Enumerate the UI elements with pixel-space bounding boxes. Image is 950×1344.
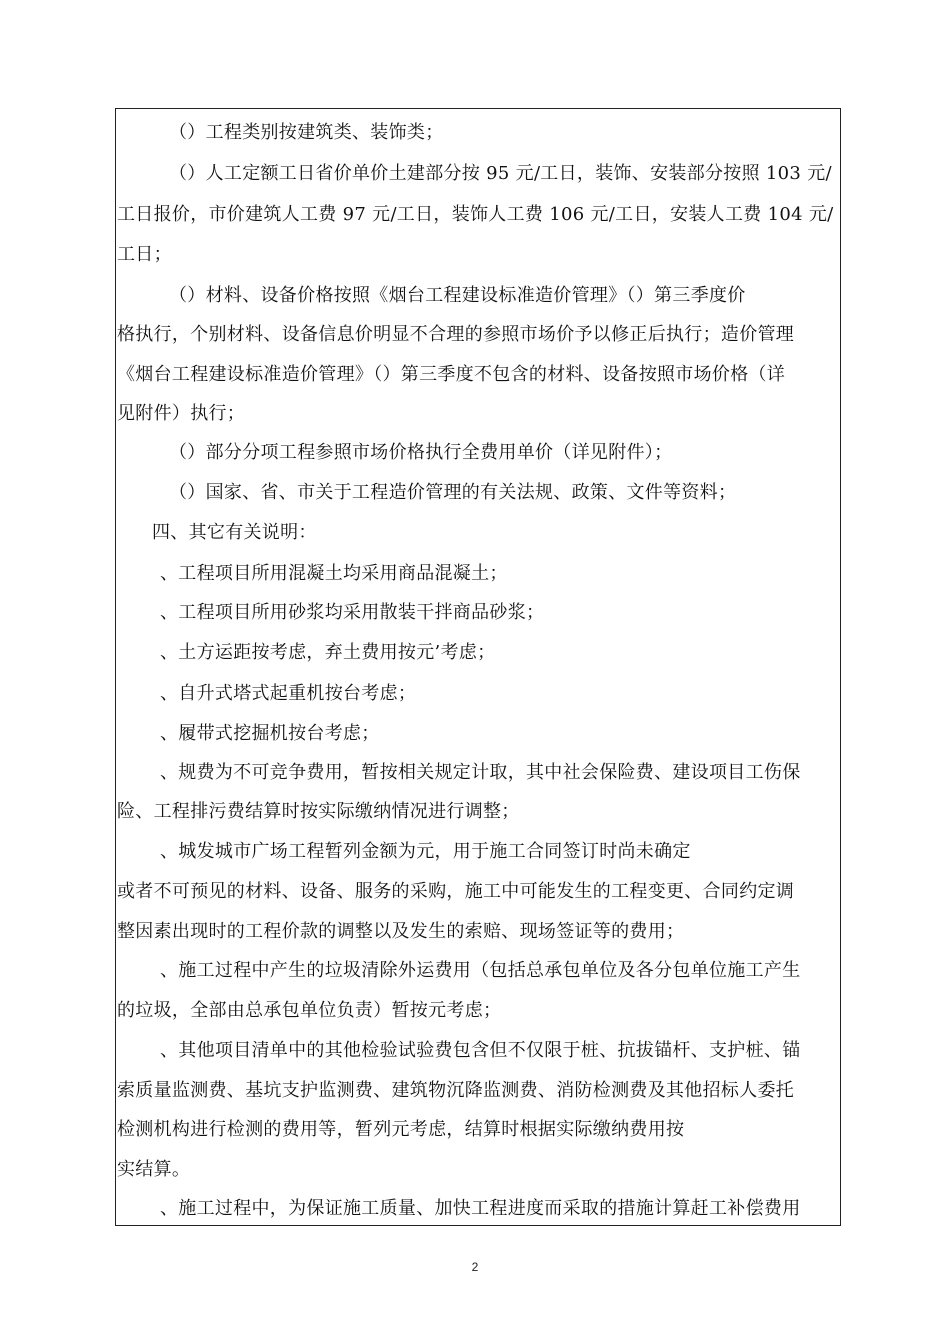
text-line: 工日； bbox=[117, 244, 172, 265]
text-line: 、土方运距按考虑，弃土费用按元’考虑； bbox=[160, 642, 496, 663]
text-line: 工日报价，市价建筑人工费 97 元/工日，装饰人工费 106 元/工日，安装人工费 104 元/ bbox=[117, 204, 834, 225]
text-line: 、工程项目所用混凝土均采用商品混凝土； bbox=[160, 563, 508, 584]
text-line: 、工程项目所用砂浆均采用散装干拌商品砂浆； bbox=[160, 602, 545, 623]
text-line: （）材料、设备价格按照《烟台工程建设标准造价管理》（）第三季度价 bbox=[169, 285, 746, 306]
text-line: （）人工定额工日省价单价土建部分按 95 元/工日，装饰、安装部分按照 103 元/ bbox=[169, 163, 832, 184]
text-line: 或者不可预见的材料、设备、服务的采购，施工中可能发生的工程变更、合同约定调 bbox=[117, 881, 795, 902]
text-line: 险、工程排污费结算时按实际缴纳情况进行调整； bbox=[117, 801, 520, 822]
text-line: 、施工过程中产生的垃圾清除外运费用（包括总承包单位及各分包单位施工产生 bbox=[160, 960, 801, 981]
text-line: 、自升式塔式起重机按台考虑； bbox=[160, 683, 417, 704]
text-line: （）部分分项工程参照市场价格执行全费用单价（详见附件）； bbox=[169, 442, 673, 463]
text-line: （）国家、省、市关于工程造价管理的有关法规、政策、文件等资料； bbox=[169, 482, 737, 503]
text-line: 实结算。 bbox=[117, 1159, 191, 1180]
text-line: 检测机构进行检测的费用等，暂列元考虑，结算时根据实际缴纳费用按 bbox=[117, 1119, 685, 1140]
text-line: 、城发城市广场工程暂列金额为元，用于施工合同签订时尚未确定 bbox=[160, 841, 691, 862]
text-line: 、其他项目清单中的其他检验试验费包含但不仅限于桩、抗拔锚杆、支护桩、锚 bbox=[160, 1040, 801, 1061]
text-line: 《烟台工程建设标准造价管理》（）第三季度不包含的材料、设备按照市场价格（详 bbox=[117, 364, 786, 385]
text-line: 、履带式挖掘机按台考虑； bbox=[160, 723, 380, 744]
text-line: 见附件）执行； bbox=[117, 403, 246, 424]
page-number: 2 bbox=[471, 1260, 479, 1274]
text-line: 索质量监测费、基坑支护监测费、建筑物沉降监测费、消防检测费及其他招标人委托 bbox=[117, 1080, 795, 1101]
text-line: 整因素出现时的工程价款的调整以及发生的索赔、现场签证等的费用； bbox=[117, 921, 685, 942]
text-line: 的垃圾，全部由总承包单位负责）暂按元考虑； bbox=[117, 1000, 502, 1021]
text-line: 、规费为不可竞争费用，暂按相关规定计取，其中社会保险费、建设项目工伤保 bbox=[160, 762, 801, 783]
text-line: （）工程类别按建筑类、装饰类； bbox=[169, 122, 444, 143]
text-line: 、施工过程中，为保证施工质量、加快工程进度而采取的措施计算赶工补偿费用 bbox=[160, 1198, 801, 1219]
text-line: 格执行，个别材料、设备信息价明显不合理的参照市场价予以修正后执行；造价管理 bbox=[117, 324, 795, 345]
section-heading: 四、其它有关说明： bbox=[152, 522, 317, 543]
